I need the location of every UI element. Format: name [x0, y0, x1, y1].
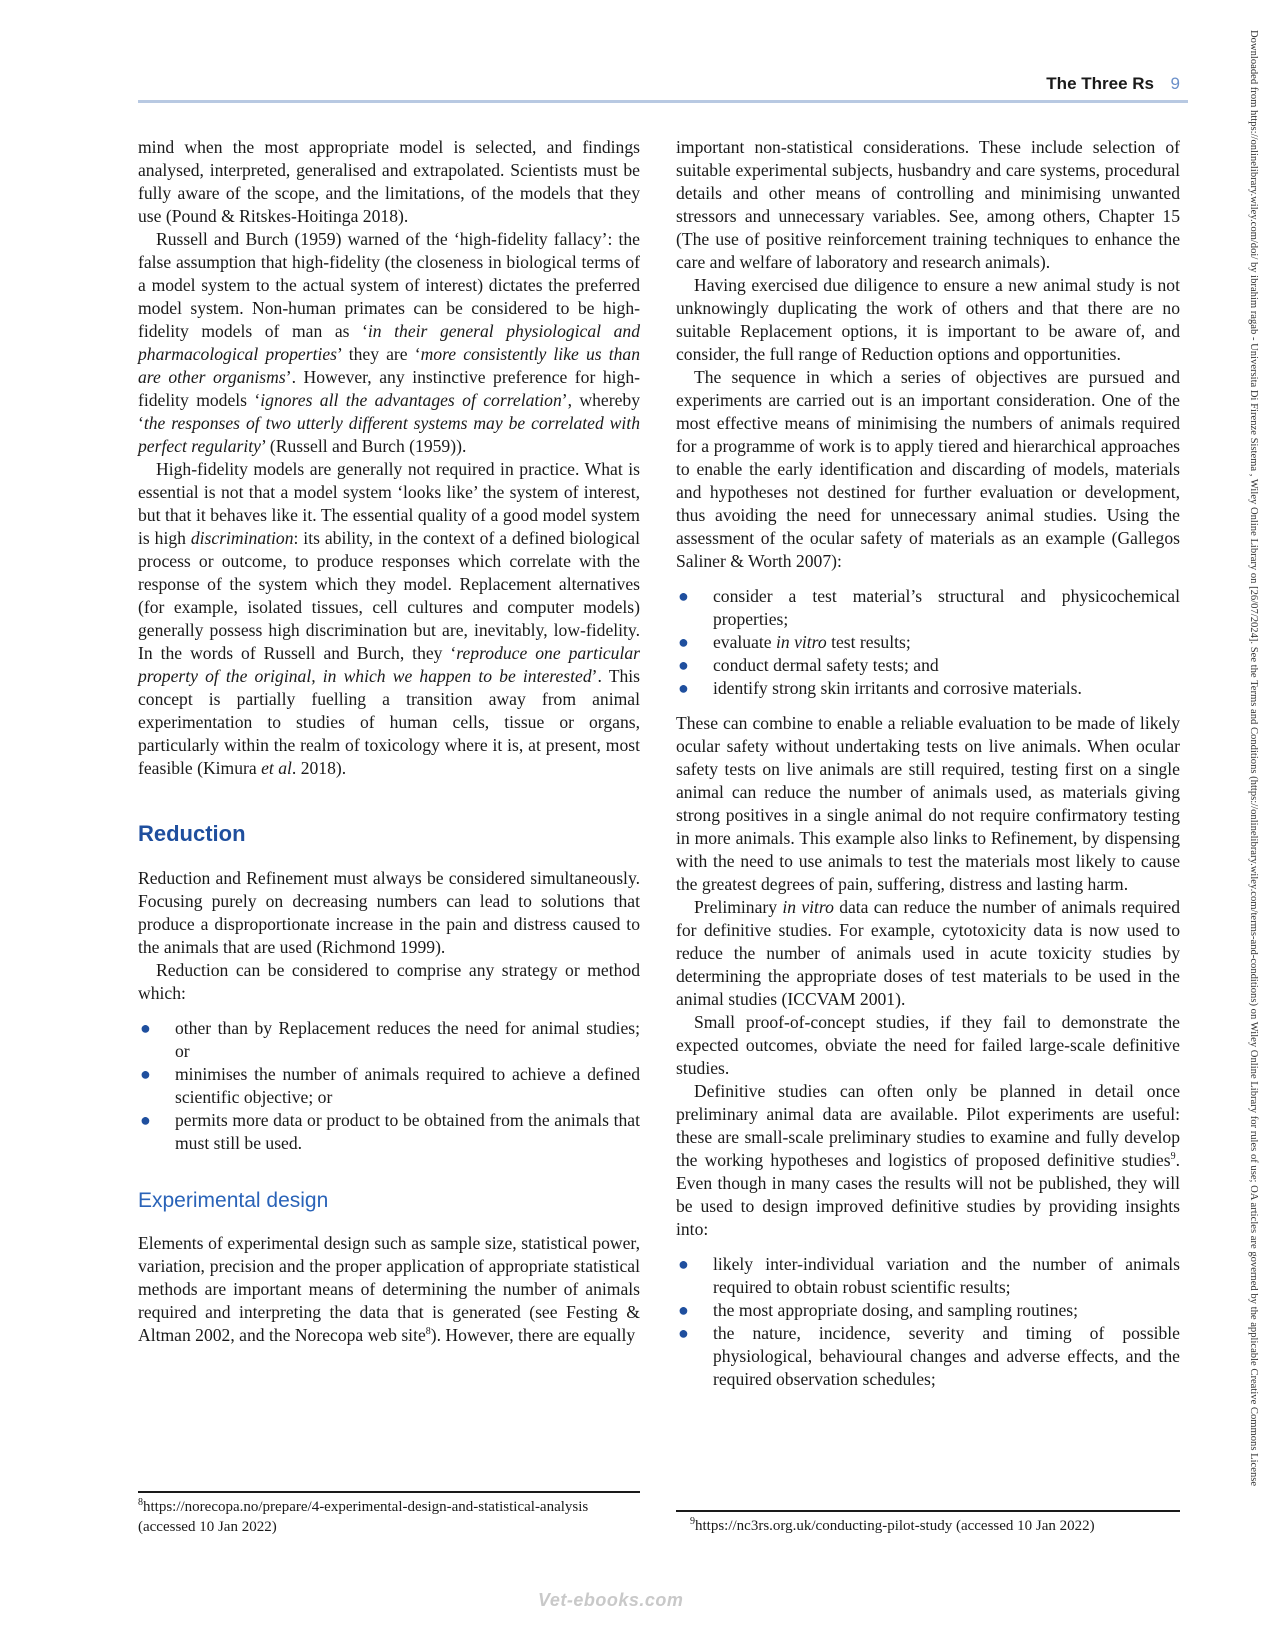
footnote-8: $^8$https://norecopa.no/prepare/4-experimental-design-and-statistical-analysis (accessed 10 Jan 2022) — [138, 1497, 589, 1535]
list-item: ● consider a test material’s structural and physicochemical properties; — [678, 586, 1180, 629]
footnote-rule — [676, 1510, 1180, 1512]
bullet-icon: ● — [678, 586, 689, 606]
paragraph: Small proof-of-concept studies, if they fail to demonstrate the expected outcomes, obviate the need for failed large-scale definitive studies. — [676, 1012, 1180, 1078]
running-title: The Three Rs — [1046, 74, 1154, 93]
list-item: ● identify strong skin irritants and corrosive materials. — [678, 678, 1082, 698]
right-column — [676, 136, 1180, 1403]
bullet-list — [138, 1017, 640, 1155]
bullet-icon: ● — [140, 1110, 151, 1130]
list-item: ● minimises the number of animals required to achieve a defined scientific objective; or — [140, 1064, 640, 1107]
list-item: ● other than by Replacement reduces the need for animal studies; or — [140, 1018, 640, 1061]
paragraph: Russell and Burch (1959) warned of the ‘high-fidelity fallacy’: the false assumption that high-fidelity (the closeness in biological terms of a model system to the actual system of interest) dictates the preferred model system. Non-human primates can be considered to be high-fidelity models of man as ‘in their general physiological and pharmacological properties’ they are ‘more consistently like us than are other organisms’. However, any instinctive preference for high-fidelity models ‘ignores all the advantages of correlation’, whereby ‘the responses of two utterly different systems may be correlated with perfect regularity’ (Russell and Burch (1959)). — [138, 229, 641, 456]
footnote-rule — [138, 1491, 640, 1493]
bullet-icon: ● — [140, 1064, 151, 1084]
bullet-icon: ● — [140, 1018, 151, 1038]
bullet-list — [676, 1253, 1180, 1391]
list-item: ● the most appropriate dosing, and sampling routines; — [678, 1300, 1079, 1320]
watermark: Vet-ebooks.com — [538, 1590, 684, 1610]
list-item: ● permits more data or product to be obtained from the animals that must still be used. — [140, 1110, 640, 1153]
paragraph: mind when the most appropriate model is selected, and findings analysed, interpreted, generalised and extrapolated. Scientists must be fully aware of the scope, and the limitations, of the models that they use (Pound & Ritskes-Hoitinga 2018). — [138, 137, 640, 226]
paragraph: Preliminary in vitro data can reduce the number of animals required for definitive studies. For example, cytotoxicity data is now used to reduce the number of animals used in acute toxicity studies by determining the appropriate doses of test materials to be used in the animal studies (ICCVAM 2001). — [676, 897, 1180, 1009]
bullet-icon: ● — [678, 678, 689, 698]
paragraph: Definitive studies can often only be planned in detail once preliminary animal data are available. Pilot experiments are useful: these are small-scale preliminary studies to examine and fully develop the working hypotheses and logistics of proposed definitive studies$^9$. Even though in many cases the results will not be published, they will be used to design improved definitive studies by providing insights into: — [676, 1081, 1180, 1239]
list-item: ● evaluate in vitro test results; — [678, 632, 911, 652]
bullet-list — [676, 585, 1180, 700]
paragraph: Reduction can be considered to comprise any strategy or method which: — [138, 960, 640, 1003]
list-item: ● likely inter-individual variation and the number of animals required to obtain robust scientific results; — [678, 1254, 1180, 1297]
paragraph: High-fidelity models are generally not required in practice. What is essential is not that a model system ‘looks like’ the system of interest, but that it behaves like it. The essential quality of a good model system is high discrimination: its ability, in the context of a defined biological process or outcome, to produce responses which correlate with the response of the system which they model. Replacement alternatives (for example, isolated tissues, cell cultures and computer models) generally possess high discrimination but are, inevitably, low-fidelity. In the words of Russell and Burch, they ‘reproduce one particular property of the original, in which we happen to be interested’. This concept is partially fuelling a transition away from animal experimentation to studies of human cells, tissue or organs, particularly within the realm of toxicology where it is, at present, most feasible (Kimura et al. 2018). — [138, 459, 641, 778]
footnote-9: $^9$https://nc3rs.org.uk/conducting-pilot-study (accessed 10 Jan 2022) — [690, 1516, 1095, 1534]
paragraph: important non-statistical considerations. These include selection of suitable experimental subjects, husbandry and care systems, procedural details and other means of controlling and minimising unwanted stressors and unnecessary variables. See, among others, Chapter 15 (The use of positive reinforcement training techniques to enhance the care and welfare of laboratory and research animals). — [676, 137, 1180, 272]
bullet-icon: ● — [678, 1323, 689, 1343]
download-notice: Downloaded from https://onlinelibrary.wiley.com/doi/ by ibrahim ragab - Universita Di Firenze Sistema , Wiley Online Library on [26/07/2024]. See the Terms and Conditions (https://onlinelibrary.wiley.com/terms-and-conditions) on Wiley Online Library for rules of use; OA articles are governed by the applicable Creative Commons License — [1248, 30, 1259, 1487]
list-item: ● conduct dermal safety tests; and — [678, 655, 939, 675]
bullet-icon: ● — [678, 1254, 689, 1274]
running-header — [138, 74, 1188, 102]
left-column — [138, 136, 640, 1347]
page-number: 9 — [1170, 74, 1180, 93]
paragraph: These can combine to enable a reliable evaluation to be made of likely ocular safety without undertaking tests on live animals. When ocular safety tests on live animals are still required, testing first on a single animal can reduce the number of animals used, as materials giving strong positives in a single animal do not require confirmatory testing in more animals. This example also links to Refinement, by dispensing with the need to use animals to test the materials most likely to cause the greatest degrees of pain, suffering, distress and lasting harm. — [676, 713, 1180, 894]
section-heading-reduction: Reduction — [138, 821, 246, 846]
paragraph: Reduction and Refinement must always be considered simultaneously. Focusing purely on decreasing numbers can lead to solutions that produce a disproportionate increase in the pain and distress caused to the animals that are used (Richmond 1999). — [138, 868, 640, 957]
paragraph: The sequence in which a series of objectives are pursued and experiments are carried out is an important consideration. One of the most effective means of minimising the numbers of animals required for a programme of work is to apply tiered and hierarchical approaches to enable the early identification and discarding of models, materials and hypotheses not destined for further evaluation or development, thus avoiding the need for unnecessary animal studies. Using the assessment of the ocular safety of materials as an example (Gallegos Saliner & Worth 2007): — [676, 367, 1180, 571]
bullet-icon: ● — [678, 1300, 689, 1320]
bullet-icon: ● — [678, 632, 689, 652]
list-item: ● the nature, incidence, severity and timing of possible physiological, behavioural changes and adverse effects, and the required observation schedules; — [678, 1323, 1180, 1389]
header-rule — [138, 100, 1188, 103]
bullet-icon: ● — [678, 655, 689, 675]
subsection-heading-experimental-design: Experimental design — [138, 1189, 329, 1212]
paragraph: Elements of experimental design such as sample size, statistical power, variation, precision and the proper application of appropriate statistical methods are important means of determining the number of animals required and interpreting the data that is generated (see Festing & Altman 2002, and the Norecopa web site$^8$). However, there are equally — [138, 1233, 640, 1345]
paragraph: Having exercised due diligence to ensure a new animal study is not unknowingly duplicating the work of others and that there are no suitable Replacement options, it is important to be aware of, and consider, the full range of Reduction options and opportunities. — [676, 275, 1180, 364]
